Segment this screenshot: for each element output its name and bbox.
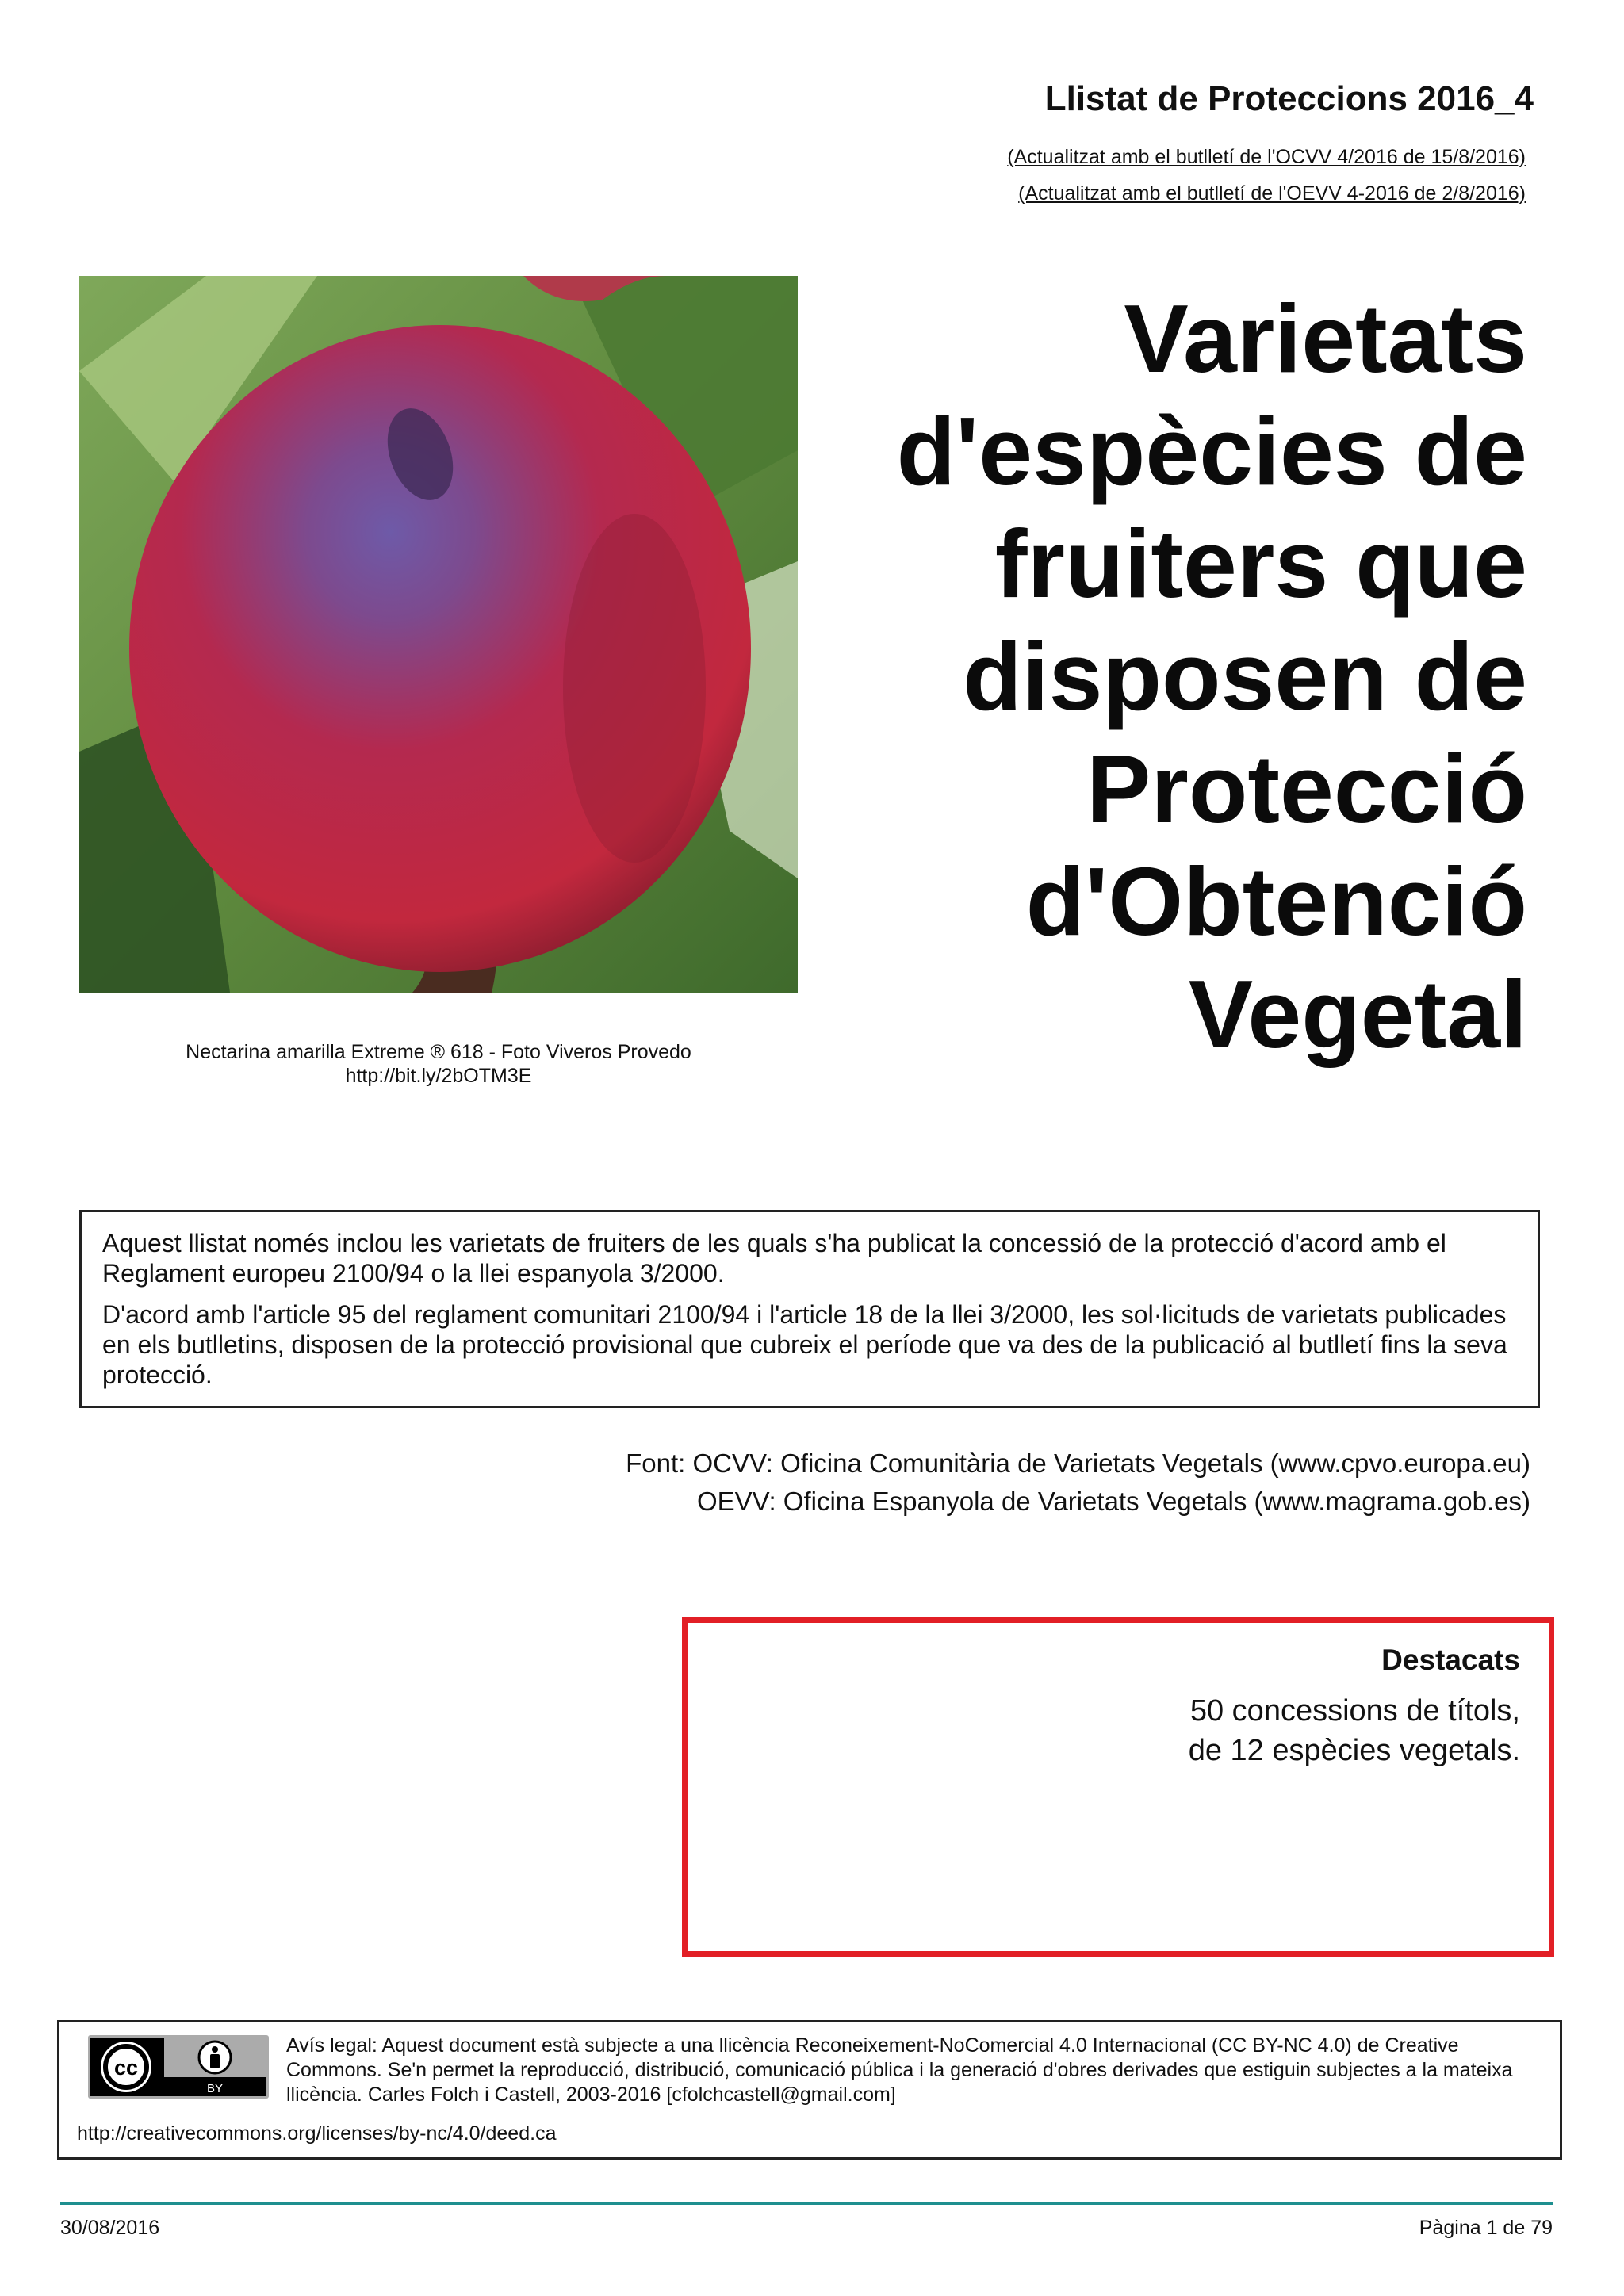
nectarine-illustration <box>79 276 798 993</box>
license-url-link[interactable]: http://creativecommons.org/licenses/by-nc/4.0/deed.ca <box>77 2122 557 2145</box>
license-text: Avís legal: Aquest document està subjecte a una llicència Reconeixement-NoComercial 4.0 Internacional (CC BY-NC 4.0) de Creative Commons. Se'n permet la reproducció, distribució, comunicació pública i la generació d'obres derivades que estiguin subjectes a la mateixa llicència. Carles Folch i Castell, 2003-2016 [cfolchcastell@gmail.com] <box>286 2034 1513 2106</box>
main-title-line: disposen de <box>963 622 1527 730</box>
highlight-species: de 12 espècies vegetals. <box>1188 1734 1520 1767</box>
footer-date: 30/08/2016 <box>60 2217 160 2239</box>
photo-caption-link[interactable]: http://bit.ly/2bOTM3E <box>345 1065 532 1087</box>
notice-box <box>79 1210 1540 1408</box>
notice-paragraph: D'acord amb l'article 95 del reglament comunitari 2100/94 i l'article 18 de la llei 3/2000, les sol·licituds de varietats publicades en els butlletins, disposen de la protecció provisional que cubreix el període que va des de la publicació al butlletí fins la seva protecció. <box>102 1300 1507 1389</box>
update-note-ocvv: (Actualitzat amb el butlletí de l'OCVV 4/2016 de 15/8/2016) <box>1007 146 1526 168</box>
photo-caption-text: Nectarina amarilla Extreme ® 618 - Foto Viveros Provedo <box>186 1041 691 1063</box>
photo-caption <box>79 1040 798 1088</box>
source-oevv: OEVV: Oficina Espanyola de Varietats Vegetals (www.magrama.gob.es) <box>696 1487 1530 1516</box>
main-title <box>734 282 1527 1070</box>
document-header-title: Llistat de Proteccions 2016_4 <box>1044 79 1534 118</box>
footer-page-number: Pàgina 1 de 79 <box>1419 2217 1553 2239</box>
notice-paragraph: Aquest llistat només inclou les varietats de fruiters de les quals s'ha publicat la concessió de la protecció d'acord amb el Reglament europeu 2100/94 o la llei espanyola 3/2000. <box>102 1229 1446 1288</box>
source-ocvv: Font: OCVV: Oficina Comunitària de Varietats Vegetals (www.cpvo.europa.eu) <box>626 1448 1530 1478</box>
sources-block <box>626 1445 1530 1521</box>
highlights-box <box>682 1617 1554 1957</box>
update-note-oevv: (Actualitzat amb el butlletí de l'OEVV 4-2016 de 2/8/2016) <box>1018 182 1526 205</box>
cc-badge-graphic <box>88 2035 269 2099</box>
main-title-line: Vegetal <box>1188 960 1527 1068</box>
license-box <box>57 2020 1562 2160</box>
footer-divider <box>60 2202 1553 2205</box>
main-title-line: d'Obtenció <box>1025 848 1527 955</box>
main-title-line: d'espècies de <box>896 397 1527 505</box>
main-title-line: fruiters que <box>994 510 1527 618</box>
highlights-title: Destacats <box>1381 1644 1520 1676</box>
highlight-concessions: 50 concessions de títols, <box>1189 1694 1520 1728</box>
svg-text:cc: cc <box>113 2056 139 2080</box>
main-title-line: Varietats <box>1124 285 1527 392</box>
cc-badge-label: BY <box>206 2082 224 2095</box>
cc-by-license-icon <box>88 2035 269 2099</box>
main-title-line: Protecció <box>1086 735 1527 843</box>
nectarine-photo <box>79 276 798 993</box>
